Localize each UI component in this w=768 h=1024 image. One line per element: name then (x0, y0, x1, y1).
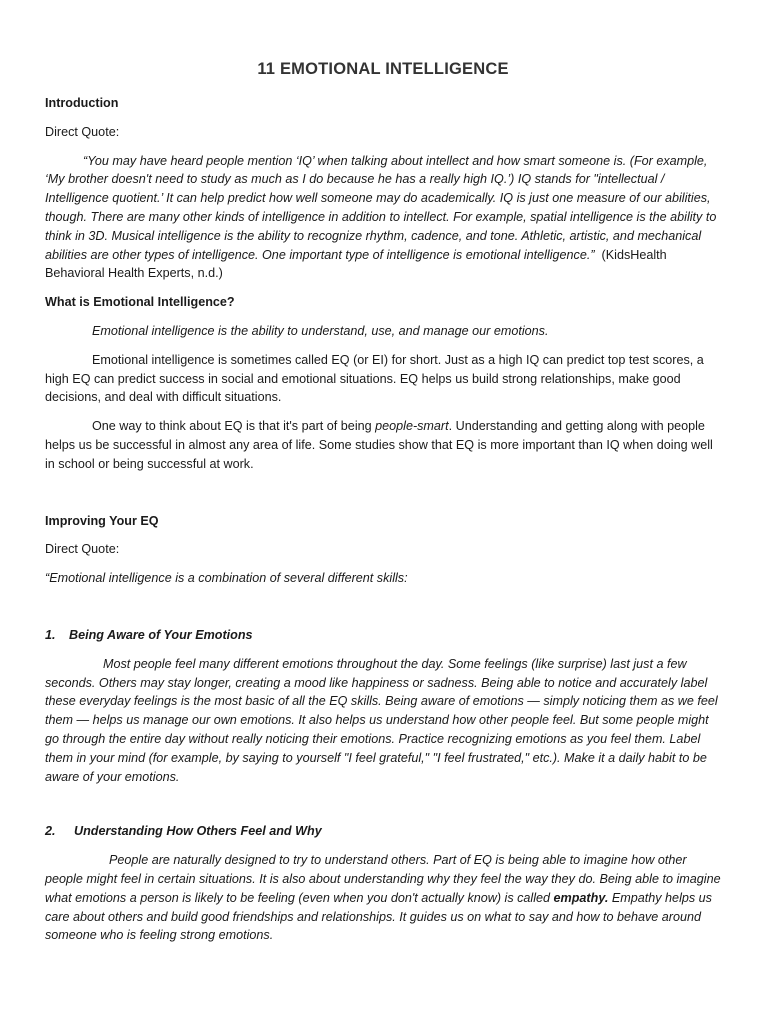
skill-1-text: Most people feel many different emotions throughout the day. Some feelings (like surprise) last just a few seconds. Others may stay longer, creating a mood like happiness or sadness. Being able to notice and accurately label these everyday feelings is the most basic of all the EQ skills. Being aware of emotions — simply noticing them as we feel them — helps us manage our own emotions. It also helps us understand how other people feel. But some people might go through the entire day without really noticing their emotions. Practice recognizing emotions as you feel them. Label them in your mind (for example, by saying to yourself "I feel grateful," "I feel frustrated," etc.). Make it a daily habit to be aware of your emotions. (45, 656, 718, 784)
direct-quote-label-2: Direct Quote: (45, 542, 120, 557)
eq-paragraph-2-start: One way to think about EQ is that it's part of being (92, 419, 376, 434)
skill-1-heading (45, 626, 721, 645)
people-smart-term: people-smart (375, 419, 449, 434)
eq-paragraph-1: Emotional intelligence is sometimes called EQ (or EI) for short. Just as a high IQ can predict top test scores, a high EQ can predict success in social and emotional situations. EQ helps us build strong relationships, make good decisions, and deal with difficult situations. (45, 352, 704, 405)
page-title: 11 EMOTIONAL INTELLIGENCE (257, 60, 509, 78)
skill-2-text (45, 851, 721, 945)
eq-paragraph-2 (45, 417, 721, 473)
document-page (45, 58, 721, 955)
intro-citation: (KidsHealth Behavioral Health Experts, n.d.) (45, 247, 667, 281)
skill-2-heading (45, 822, 721, 841)
skill-1-number: 1. (45, 627, 56, 642)
empathy-term: empathy. (553, 890, 609, 905)
ei-definition: Emotional intelligence is the ability to understand, use, and manage our emotions. (92, 323, 549, 338)
improving-eq-heading: Improving Your EQ (45, 513, 159, 528)
intro-quote-text: “You may have heard people mention ‘IQ’ when talking about intellect and how smart someone is. (For example, ‘My brother doesn't need to study as much as I do because he has a really high IQ.’) IQ stands for "intellectual / Intelligence quotient.’ It can help predict how well someone may do academically. IQ is just one measure of our abilities, though. There are many other kinds of intelligence in addition to intellect. For example, spatial intelligence is the ability to think in 3D. Musical intelligence is the ability to recognize rhythm, cadence, and tone. Athletic, artistic, and mechanical abilities are other types of intelligence. One important type of intelligence is emotional intelligence.” (45, 153, 717, 262)
skill-2-number: 2. (45, 824, 56, 839)
eq-paragraph-2-end: . Understanding and getting along with people helps us be successful in almost any area of life. Some studies show that EQ is more important than IQ when doing well in school or being successful at work. (45, 419, 713, 471)
intro-quote-paragraph (45, 152, 721, 284)
skill-2-text-start: People are naturally designed to try to understand others. Part of EQ is being able to imagine how other people might feel in certain situations. It is also about understanding why they feel the way they do. Being able to imagine what emotions a person is likely to be feeling (even when you don't actually know) is called (45, 853, 721, 905)
what-is-ei-heading: What is Emotional Intelligence? (45, 295, 235, 310)
skill-1-title: Being Aware of Your Emotions (69, 627, 253, 642)
introduction-heading: Introduction (45, 96, 119, 110)
skill-2-title: Understanding How Others Feel and Why (74, 824, 322, 839)
skills-lead-quote: “Emotional intelligence is a combination of several different skills: (45, 571, 408, 586)
skill-2-text-end: Empathy helps us care about others and build good friendships and relationships. It guides us on what to say and how to behave around someone who is feeling strong emotions. (45, 890, 712, 943)
direct-quote-label: Direct Quote: (45, 124, 120, 139)
